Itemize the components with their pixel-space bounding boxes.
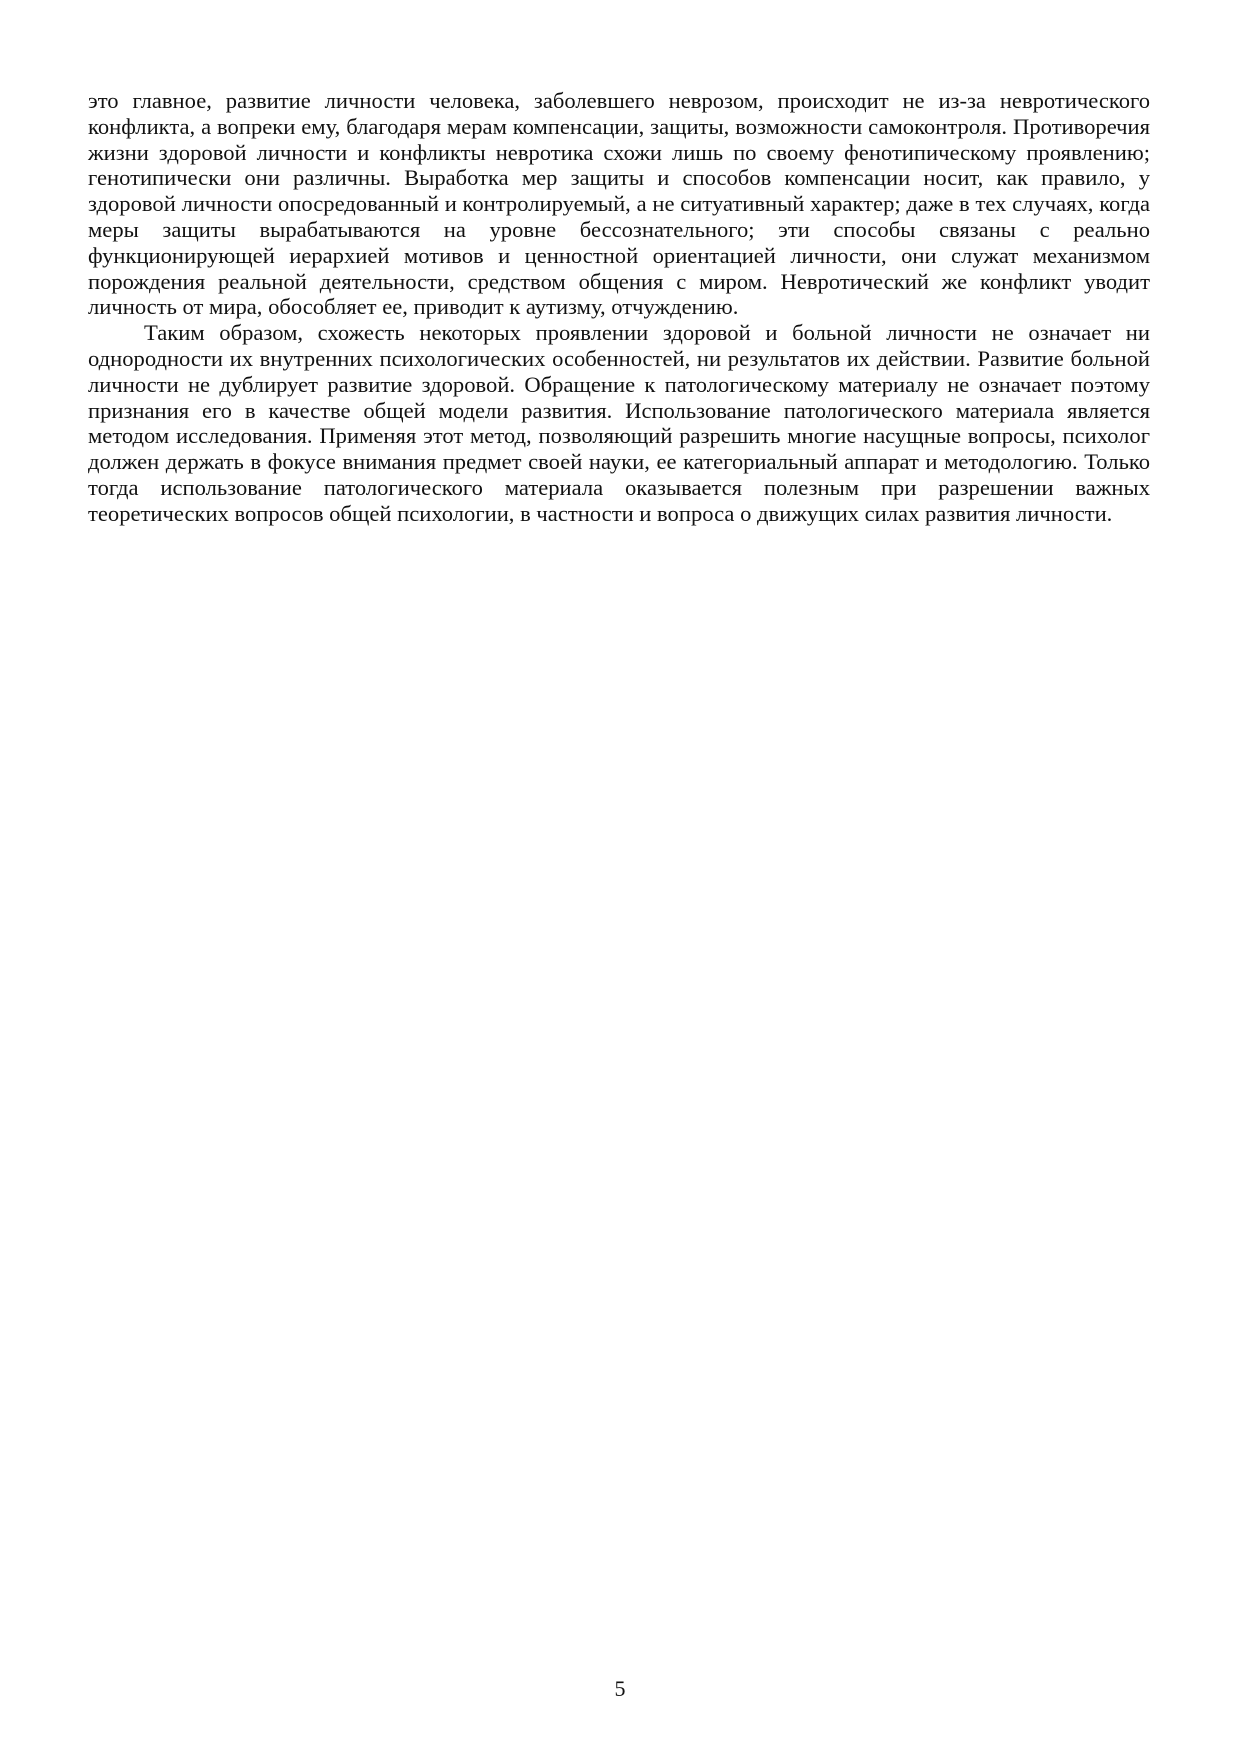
paragraph-2: Таким образом, схожесть некоторых проявлении здоровой и больной личности не означает ни однородности их внутренних психологических особенностей, ни результатов их действии. Развитие больной личности не дублирует развитие здоровой. Обращение к патологическому материалу не означает поэтому признания его в качестве общей модели развития. Использование патологического материала является методом исследования. Применяя этот метод, позволяющий разрешить многие насущные вопросы, психолог должен держать в фокусе внимания предмет своей науки, ее категориальный аппарат и методологию. Только тогда использование патологического материала оказывается полезным при разрешении важных теоретических вопросов общей психологии, в частности и вопроса о движущих силах развития личности. (88, 320, 1150, 526)
paragraph-1: это главное, развитие личности человека, заболевшего неврозом, происходит не из-за невротического конфликта, а вопреки ему, благодаря мерам компенсации, защиты, возможности самоконтроля. Противоречия жизни здоровой личности и конфликты невротика схожи лишь по своему фенотипическому проявлению; генотипически они различны. Выработка мер защиты и способов компенсации носит, как правило, у здоровой личности опосредованный и контролируемый, а не ситуативный характер; даже в тех случаях, когда меры защиты вырабатываются на уровне бессознательного; эти способы связаны с реально функционирующей иерархией мотивов и ценностной ориентацией личности, они служат механизмом порождения реальной деятельности, средством общения с миром. Невротический же конфликт уводит личность от мира, обособляет ее, приводит к аутизму, отчуждению. (88, 88, 1150, 320)
page-number: 5 (614, 1676, 626, 1701)
document-page (88, 88, 1150, 527)
